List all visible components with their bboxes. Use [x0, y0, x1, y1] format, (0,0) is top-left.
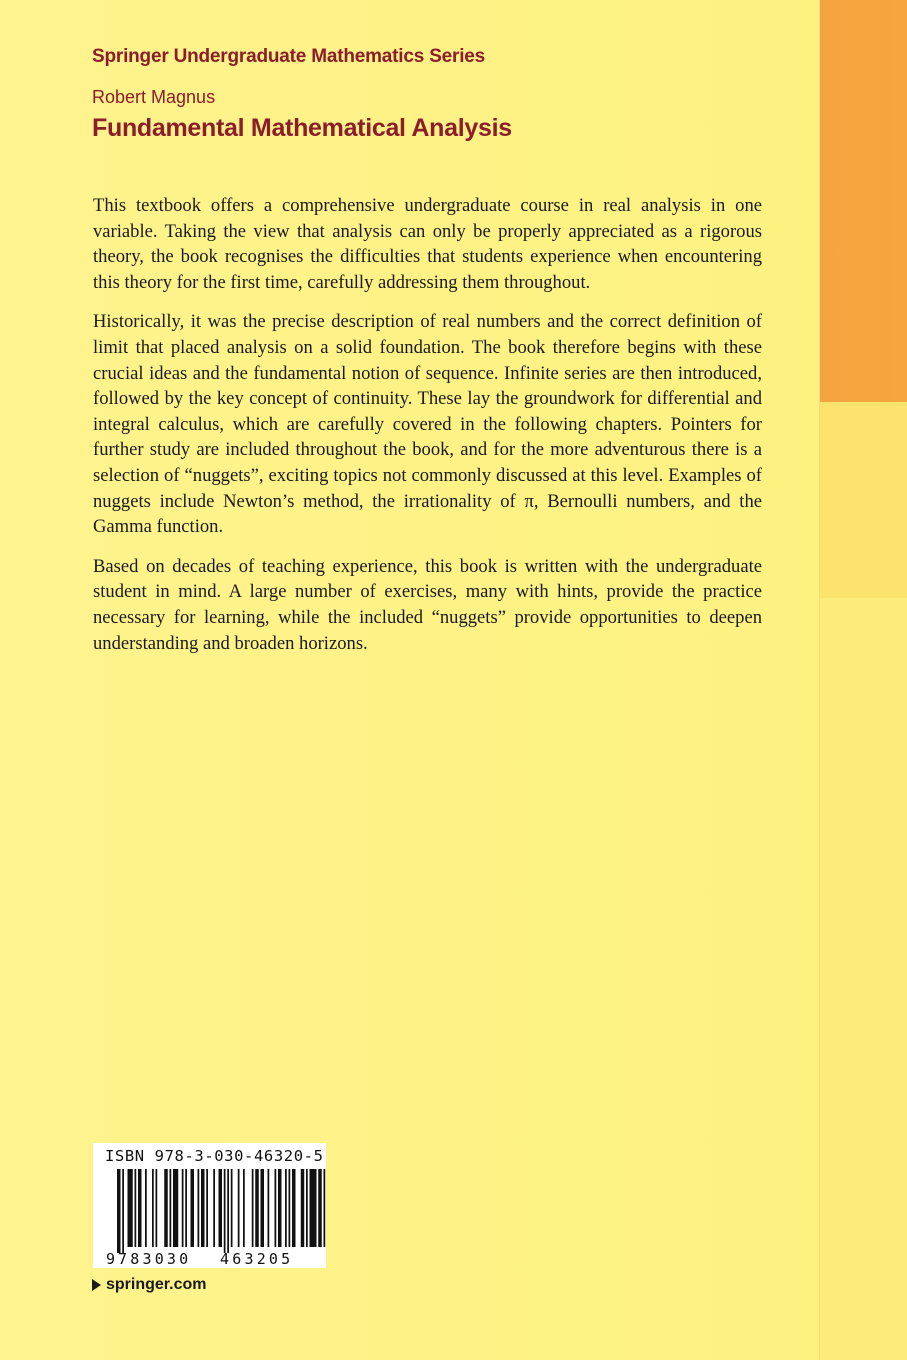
barcode-bar	[156, 1169, 158, 1247]
barcode-digit-first: 9	[106, 1250, 116, 1268]
barcode-bar	[170, 1169, 172, 1247]
barcode-bar	[292, 1169, 296, 1247]
barcode-bar	[224, 1169, 226, 1253]
barcode-bar	[201, 1169, 205, 1247]
barcode-bar	[198, 1169, 200, 1247]
barcode-digits-right: 463205	[220, 1250, 294, 1268]
barcode-bar	[117, 1169, 121, 1253]
barcode-bar	[227, 1169, 229, 1253]
barcode-bar	[206, 1169, 208, 1247]
barcode-bar	[231, 1169, 233, 1247]
website-label: springer.com	[106, 1276, 207, 1293]
barcode-bar	[213, 1169, 215, 1247]
barcode-bar	[173, 1169, 178, 1247]
barcode-bar	[252, 1169, 254, 1247]
barcode-bar	[306, 1169, 308, 1247]
barcode-bar	[128, 1169, 133, 1247]
orange-edge-band	[820, 0, 907, 402]
blurb-paragraph: Based on decades of teaching experience, this book is written with the undergraduate student in mind. A large number of exercises, many with hints, provide the practice necessary for learning, while the included “nuggets” provide opportunities to deepen understanding and broaden horizons.	[93, 555, 762, 654]
barcode-bar	[122, 1169, 124, 1253]
edge-divider	[819, 0, 820, 1360]
barcode	[93, 1143, 326, 1268]
barcode-bar	[191, 1169, 195, 1247]
barcode-digits-left: 783030	[118, 1250, 192, 1268]
barcode-bar	[278, 1169, 282, 1247]
triangle-right-icon	[92, 1279, 101, 1291]
barcode-bar	[238, 1169, 240, 1247]
barcode-bar	[185, 1169, 187, 1247]
barcode-bar	[145, 1169, 147, 1247]
series-name: Springer Undergraduate Mathematics Series	[92, 46, 486, 67]
blurb-paragraph: This textbook offers a comprehensive undergraduate course in real analysis in one variable. Taking the view that analysis can only be properly appreciated as a rigorous theory, the book recognises the difficulties that students experience when encountering this theory for the first time, carefully addressing them throughout.	[93, 195, 762, 293]
barcode-bar	[310, 1169, 317, 1247]
barcode-bar	[301, 1169, 305, 1247]
barcode-bar	[138, 1169, 142, 1247]
barcode-bar	[289, 1169, 291, 1247]
barcode-box	[93, 1143, 326, 1268]
barcode-bar	[182, 1169, 184, 1247]
barcode-bar	[255, 1169, 259, 1247]
barcode-bar	[324, 1169, 326, 1247]
blurb-paragraph: Historically, it was the precise description of real numbers and the correct definition of limit that placed analysis on a solid foundation. The book therefore begins with these crucial ideas and the fundamental notion of sequence. Infinite series are then introduced, followed by the key concept of continuity. These lay the groundwork for differential and integral calculus, which are carefully covered in the following chapters. Pointers for further study are included throughout the book, and for the more adventurous there is a selection of “nuggets”, exciting topics not commonly discussed at this level. Examples of nuggets include Newton’s method, the irrationality of π, Bernoulli numbers, and the Gamma function.	[93, 311, 762, 538]
barcode-bar	[268, 1169, 270, 1247]
barcode-bar	[261, 1169, 265, 1247]
light-edge-band	[820, 402, 907, 598]
barcode-bar	[243, 1169, 245, 1247]
barcode-bar	[285, 1169, 287, 1247]
barcode-bar	[135, 1169, 137, 1247]
barcode-bar	[318, 1169, 322, 1247]
blurb	[93, 193, 762, 670]
isbn-label: ISBN 978-3-030-46320-5	[105, 1147, 324, 1165]
lower-edge-band	[820, 598, 907, 1360]
book-title: Fundamental Mathematical Analysis	[92, 114, 512, 142]
springer-website-link[interactable]	[92, 1276, 206, 1294]
barcode-bars	[117, 1169, 326, 1253]
barcode-bar	[275, 1169, 277, 1247]
barcode-bar	[152, 1169, 154, 1247]
barcode-bar	[219, 1169, 223, 1247]
barcode-bar	[164, 1169, 168, 1247]
author-name: Robert Magnus	[92, 87, 216, 107]
